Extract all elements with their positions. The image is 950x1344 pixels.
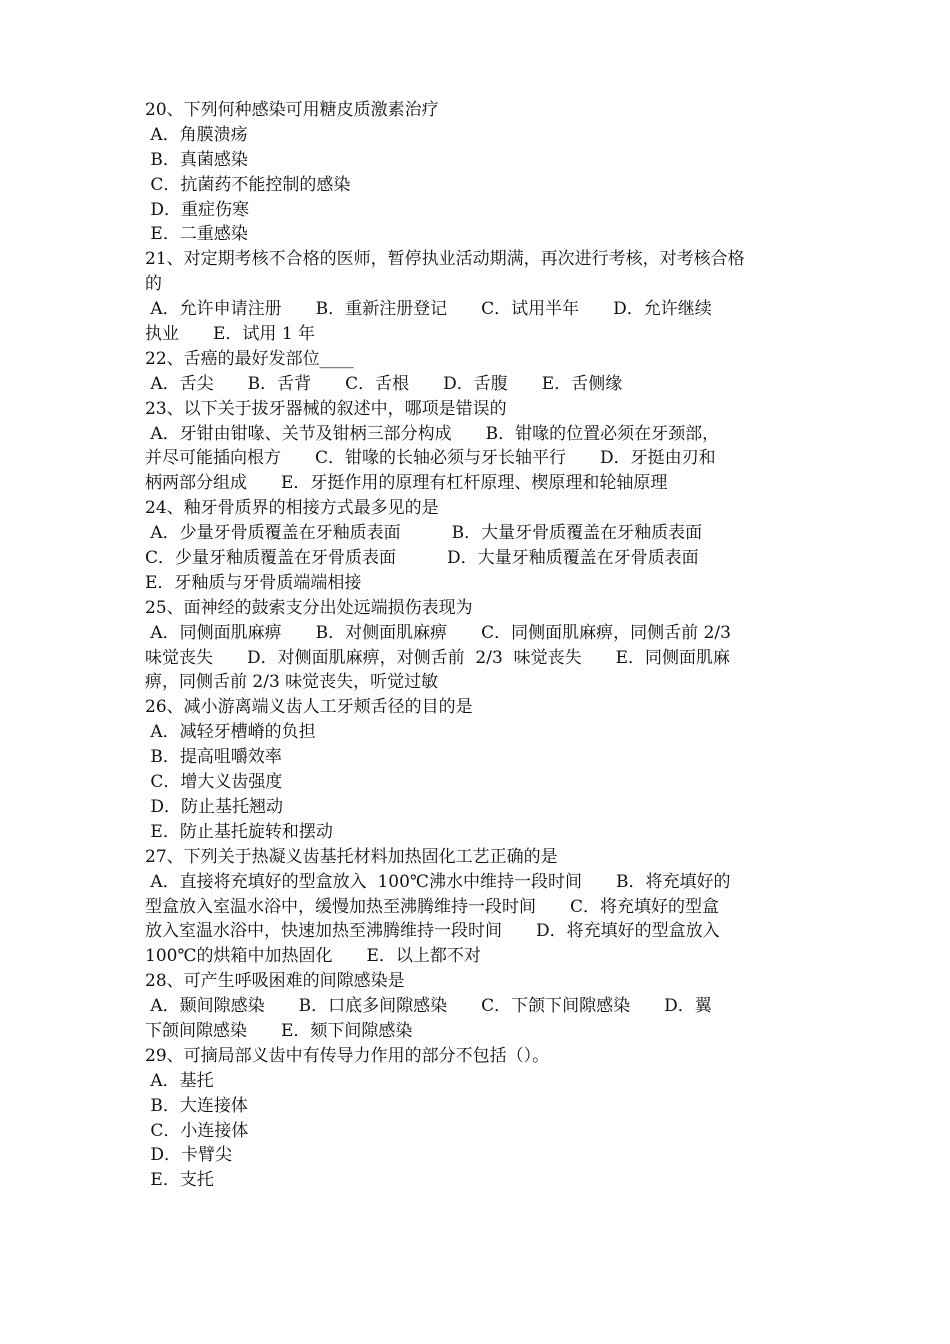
text-line: 味觉丧失 D．对侧面肌麻痹，对侧舌前 2/3 味觉丧失 E．同侧面肌麻 — [145, 647, 731, 668]
text-line: 痹，同侧舌前 2/3 味觉丧失，听觉过敏 — [145, 672, 439, 693]
text-line: E．支托 — [145, 1170, 214, 1191]
text-line: 20、下列何种感染可用糖皮质激素治疗 — [145, 100, 439, 120]
text-line: A．直接将充填好的型盒放入 100℃沸水中维持一段时间 B．将充填好的 — [145, 871, 731, 892]
text-line: 26、减小游离端义齿人工牙颊舌径的目的是 — [145, 697, 473, 718]
text-line: E．二重感染 — [145, 224, 248, 245]
text-line: D．重症伤寒 — [145, 199, 250, 220]
text-line: 型盒放入室温水浴中，缓慢加热至沸腾维持一段时间 C．将充填好的型盒 — [145, 896, 720, 917]
text-line: E．防止基托旋转和摆动 — [145, 821, 333, 842]
text-line: A．角膜溃疡 — [145, 124, 248, 145]
text-line: D．防止基托翘动 — [145, 796, 284, 817]
exam-questions-text — [145, 98, 817, 1193]
text-line: C．抗菌药不能控制的感染 — [145, 174, 351, 195]
text-line: 24、釉牙骨质界的相接方式最多见的是 — [145, 498, 439, 519]
text-line: A．舌尖 B．舌背 C．舌根 D．舌腹 E．舌侧缘 — [145, 373, 623, 394]
text-line: A．牙钳由钳喙、关节及钳柄三部分构成 B．钳喙的位置必须在牙颈部， — [145, 423, 720, 444]
text-line: C．少量牙釉质覆盖在牙骨质表面 D．大量牙釉质覆盖在牙骨质表面 — [145, 548, 699, 569]
text-line: B．大连接体 — [145, 1095, 248, 1116]
text-line: A．减轻牙槽嵴的负担 — [145, 722, 316, 743]
text-line: C．小连接体 — [145, 1120, 249, 1141]
text-line: A．允许申请注册 B．重新注册登记 C．试用半年 D．允许继续 — [145, 299, 712, 320]
text-line: 下颌间隙感染 E．颏下间隙感染 — [145, 1020, 413, 1041]
text-line: B．真菌感染 — [145, 149, 248, 170]
text-line: A．基托 — [145, 1070, 214, 1091]
text-line: D．卡臂尖 — [145, 1145, 233, 1166]
text-line: C．增大义齿强度 — [145, 772, 283, 793]
text-line: 29、可摘局部义齿中有传导力作用的部分不包括（）。 — [145, 1045, 550, 1066]
text-line: A．同侧面肌麻痹 B．对侧面肌麻痹 C．同侧面肌麻痹，同侧舌前 2/3 — [145, 622, 731, 643]
text-line: 柄两部分组成 E．牙挺作用的原理有杠杆原理、楔原理和轮轴原理 — [145, 473, 668, 494]
text-line: 21、对定期考核不合格的医师，暂停执业活动期满，再次进行考核，对考核合格 — [145, 249, 745, 270]
text-line: 25、面神经的鼓索支分出处远端损伤表现为 — [145, 597, 473, 618]
text-line: 的 — [145, 274, 162, 295]
text-line: 22、舌癌的最好发部位____ — [145, 348, 354, 369]
text-line: B．提高咀嚼效率 — [145, 747, 282, 768]
text-line: 并尽可能插向根方 C．钳喙的长轴必须与牙长轴平行 D．牙挺由刃和 — [145, 448, 716, 469]
text-line: 27、下列关于热凝义齿基托材料加热固化工艺正确的是 — [145, 846, 558, 867]
text-line: 放入室温水浴中，快速加热至沸腾维持一段时间 D．将充填好的型盒放入 — [145, 921, 720, 942]
text-line: 100℃的烘箱中加热固化 E．以上都不对 — [145, 946, 481, 967]
text-line: A．少量牙骨质覆盖在牙釉质表面 B．大量牙骨质覆盖在牙釉质表面 — [145, 523, 703, 544]
text-line: E．牙釉质与牙骨质端端相接 — [145, 572, 362, 593]
text-line: 28、可产生呼吸困难的间隙感染是 — [145, 971, 405, 992]
text-line: 执业 E．试用 1 年 — [145, 324, 316, 345]
text-line: 23、以下关于拔牙器械的叙述中，哪项是错误的 — [145, 398, 507, 419]
text-line: A．颞间隙感染 B．口底多间隙感染 C．下颌下间隙感染 D．翼 — [145, 996, 712, 1017]
